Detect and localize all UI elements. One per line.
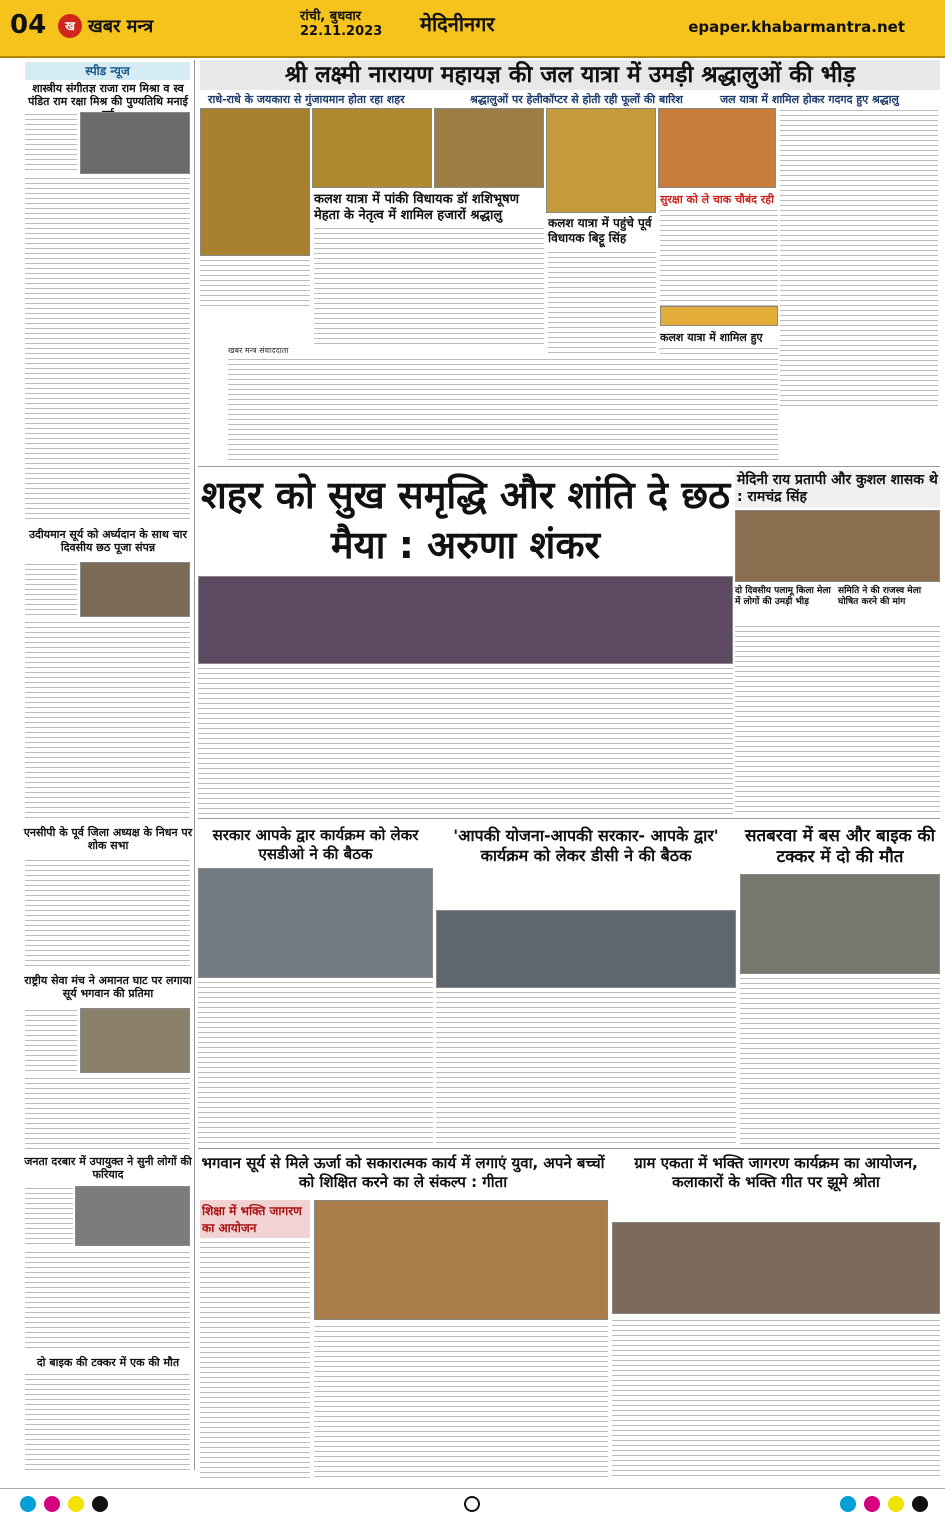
- fort-fair-headline: दो दिवसीय पलामू किला मेला में लोगों की उमड़ी भीड़: [735, 586, 831, 607]
- top-story-body: [228, 357, 778, 464]
- left-headline-1: शास्त्रीय संगीतज्ञ राजा राम मिश्रा व स्व पंडित राम रक्षा मिश्र की पुण्यतिथि मनाई: [28, 82, 188, 108]
- geeta-body-1: [200, 1240, 310, 1480]
- left-photo-4: [75, 1186, 190, 1246]
- chhath-body: [198, 666, 733, 816]
- brand-logo-icon: ख: [58, 14, 82, 38]
- edition-city: रांची, बुधवार: [300, 9, 362, 24]
- sdo-meeting-headline: सरकार आपके द्वार कार्यक्रम को लेकर एसडीओ ने की बैठक: [212, 826, 419, 863]
- top-photo-3: [434, 108, 544, 188]
- left-headline-4: राष्ट्रीय सेवा मंच ने अमानत घाट पर लगाया सूर्य भगवान की प्रतिमा: [24, 974, 192, 1000]
- bittu-singh-body: [548, 250, 656, 360]
- geeta-photo: [314, 1200, 608, 1320]
- left-headline-6: दो बाइक की टक्कर में एक की मौत: [36, 1356, 180, 1369]
- registration-dot-icon: [20, 1496, 36, 1512]
- top-photo-6: [660, 306, 778, 326]
- epaper-url[interactable]: epaper.khabarmantra.net: [688, 18, 905, 36]
- divider-3: [198, 1148, 940, 1149]
- kalash-yatra-body: [314, 226, 544, 346]
- speed-news-label: स्पीड न्यूज: [25, 62, 190, 80]
- top-photo-4: [546, 108, 656, 213]
- bhakti-photo: [612, 1222, 940, 1314]
- left-body-6: [25, 1372, 190, 1472]
- page-number: 04: [10, 10, 47, 40]
- top-photo-1: [200, 108, 310, 256]
- bhakti-headline: ग्राम एकता में भक्ति जागरण कार्यक्रम का आयोजन, कलाकारों के भक्ति गीत पर झूमे श्रोता: [634, 1154, 918, 1191]
- bittu-singh-headline: कलश यात्रा में पहुंचे पूर्व विधायक बिट्टू सिंह: [548, 216, 652, 245]
- registration-dot-icon: [68, 1496, 84, 1512]
- geeta-headline: भगवान सूर्य से मिले ऊर्जा को सकारात्मक कार्य में लगाएं युवा, अपने बच्चों को शिक्षित करने का ले संकल्प : गीता: [201, 1154, 605, 1191]
- left-photo-1: [80, 112, 190, 174]
- top-photo-5: [658, 108, 776, 188]
- top-right-body: [780, 108, 938, 408]
- registration-dot-icon: [44, 1496, 60, 1512]
- left-body-2: [25, 562, 77, 617]
- education-headline: शिक्षा में भक्ति जागरण का आयोजन: [200, 1200, 310, 1238]
- left-photo-3: [80, 1008, 190, 1073]
- top-banner-headline: श्री लक्ष्मी नारायण महायज्ञ की जल यात्रा में उमड़ी श्रद्धालुओं की भीड़: [200, 60, 940, 90]
- accident-headline: सतबरवा में बस और बाइक की टक्कर में दो की मौत: [745, 826, 935, 867]
- left-body-5: [25, 1186, 73, 1246]
- sdo-meeting-photo: [198, 868, 433, 978]
- top-photo-2: [312, 108, 432, 188]
- medini-ray-headline: मेदिनी राय प्रतापी और कुशल शासक थे : रामचंद्र सिंह: [735, 470, 940, 508]
- left-headline-5: जनता दरबार में उपायुक्त ने सुनी लोगों की फरियाद: [24, 1155, 192, 1181]
- left-body-1: [25, 112, 77, 172]
- section-title: मेदिनीनगर: [420, 12, 495, 36]
- security-headline: सुरक्षा को ले चाक चौबंद रही: [660, 193, 775, 206]
- registration-dot-icon: [864, 1496, 880, 1512]
- geeta-body-2: [314, 1324, 608, 1480]
- registration-dot-icon: [840, 1496, 856, 1512]
- edition-date: 22.11.2023: [300, 24, 383, 39]
- kalash-yatra-headline: कलश यात्रा में पांकी विधायक डॉ शशिभूषण मेहता के नेतृत्व में शामिल हजारों श्रद्धालु: [314, 192, 520, 223]
- registration-dot-icon: [912, 1496, 928, 1512]
- top-subhead-1: राधे-राधे के जयकारा से गुंजायमान होता रहा शहर: [208, 93, 405, 106]
- left-body-1b: [25, 176, 190, 521]
- left-body-3: [25, 858, 190, 970]
- crosshair-icon: [464, 1496, 480, 1512]
- left-body-4b: [25, 1076, 190, 1151]
- bhakti-body: [612, 1318, 940, 1480]
- medini-ray-photo: [735, 510, 940, 582]
- registration-dot-icon: [888, 1496, 904, 1512]
- chhath-photo: [198, 576, 733, 664]
- dc-meeting-photo: [436, 910, 736, 988]
- dc-meeting-body: [436, 990, 736, 1145]
- sdo-meeting-body: [198, 980, 433, 1145]
- left-body-5b: [25, 1250, 190, 1352]
- divider: [198, 466, 940, 467]
- left-headline-2: उदीयमान सूर्य को अर्घ्यदान के साथ चार दिवसीय छठ पूजा संपन्न: [28, 528, 188, 554]
- revenue-fair-headline: समिति ने की राजस्व मेला घोषित करने की मांग: [838, 586, 922, 607]
- top-byline: खबर मन्त्र संवाददाता: [228, 346, 289, 355]
- photo-caption-1: [200, 258, 310, 308]
- top-subhead-3: जल यात्रा में शामिल होकर गदगद हुए श्रद्धालु: [720, 93, 899, 106]
- leaders-headline: कलश यात्रा में शामिल हुए: [660, 331, 763, 344]
- footer-strip: [0, 1488, 945, 1517]
- security-body: [660, 208, 778, 306]
- accident-photo: [740, 874, 940, 974]
- medini-body: [735, 624, 940, 814]
- left-headline-3: एनसीपी के पूर्व जिला अध्यक्ष के निधन पर शोक सभा: [23, 826, 193, 852]
- dc-meeting-headline: 'आपकी योजना-आपकी सरकार- आपके द्वार' कार्यक्रम को लेकर डीसी ने की बैठक: [453, 826, 719, 865]
- main-headline: शहर को सुख समृद्धि और शांति दे छठ मैया : अरुणा शंकर: [200, 473, 731, 567]
- accident-body: [740, 976, 940, 1144]
- registration-dot-icon: [92, 1496, 108, 1512]
- left-photo-2: [80, 562, 190, 617]
- brand-name: खबर मन्त्र: [88, 16, 154, 37]
- left-body-4: [25, 1008, 77, 1073]
- top-subhead-2: श्रद्धालुओं पर हेलीकॉप्टर से होती रही फूलों की बारिश: [470, 93, 683, 106]
- divider-2: [198, 818, 940, 819]
- left-body-2b: [25, 620, 190, 820]
